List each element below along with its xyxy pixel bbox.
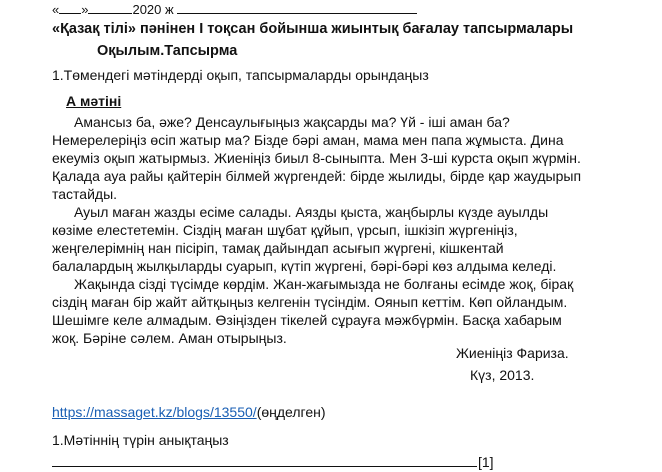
paragraph-line: балалардың жылқыларды суарып, күтіп жүргені, бәрі-бәрі көз алдыма келеді.: [52, 258, 557, 274]
answer-line[interactable]: [52, 466, 477, 467]
header-blank-line: [177, 2, 417, 14]
paragraph-2: [52, 203, 612, 275]
paragraph-line: жеңгелерімнің нан пісіріп, тамақ дайындап асығып жүргені, кішкентай: [52, 240, 504, 256]
open-quote: «: [52, 2, 60, 17]
paragraph-line: екеуміз оқып жатырмыз. Жиеніңіз биыл 8-сыныпта. Мен 3-ші курста оқып жүрмін.: [52, 150, 581, 166]
paragraph-1: [52, 113, 612, 203]
paragraph-line: Ауыл маған жазды есіме салады. Аязды қыста, жаңбырлы күзде ауылды: [74, 204, 549, 220]
paragraph-line: Қалада ауа райы қайтерін білмей жүргендей: бірде жылиды, бірде қар жаудырып: [52, 168, 582, 184]
paragraph-line: жоқ. Бәріне сәлем. Аман отырыңыз.: [52, 330, 287, 346]
paragraph-line: сіздің маған бір жайт айтқыңыз келгенін түсіндім. Оянып кеттім. Көп ойландым.: [52, 294, 568, 310]
source-note: (өңделген): [256, 404, 326, 420]
year-text: 2020 ж: [132, 2, 174, 17]
paragraph-line: Жақында сізді түсімде көрдім. Жан-жағымызда не болғаны есімде жоқ, бірақ: [74, 276, 574, 292]
section-subtitle: Оқылым.Тапсырма: [97, 43, 238, 59]
paragraph-line: Немерелеріңіз өсіп жатыр ма? Бізде бәрі аман, мама мен папа жұмыста. Дина: [52, 132, 564, 148]
paragraph-line: Амансыз ба, әже? Денсаулығыңыз жақсарды ма? Үй - іші аман ба?: [74, 114, 510, 130]
task-instruction: 1.Төмендегі мәтіндерді оқып, тапсырмаларды орындаңыз: [52, 67, 429, 83]
paragraph-line: көзіме елестетемін. Сіздің маған шұбат құйып, үрсып, ішкізіп жүргеніңіз,: [52, 222, 518, 238]
question-1: 1.Мәтіннің түрін анықтаңыз: [52, 432, 229, 448]
paragraph-line: Шешімге келе алмадым. Өзіңізден тікелей сұрауға мәжбүрмін. Басқа хабарым: [52, 312, 562, 328]
close-quote: »: [81, 2, 89, 17]
document-title: «Қазақ тілі» пәнінен І тоқсан бойынша жиынтық бағалау тапсырмалары: [52, 21, 574, 37]
signature-name: Жиеніңіз Фариза.: [456, 345, 569, 361]
day-blank: [59, 2, 81, 14]
paragraph-3: [52, 275, 612, 347]
paragraph-line: тастайды.: [52, 186, 118, 202]
month-blank: [88, 2, 132, 14]
text-a-label: А мәтіні: [66, 93, 122, 109]
signature-date: Күз, 2013.: [470, 367, 535, 383]
source-link[interactable]: https://massaget.kz/blogs/13550/: [52, 404, 257, 420]
source-line: [52, 404, 326, 420]
points-label: [1]: [478, 454, 494, 470]
date-header: [52, 2, 417, 17]
